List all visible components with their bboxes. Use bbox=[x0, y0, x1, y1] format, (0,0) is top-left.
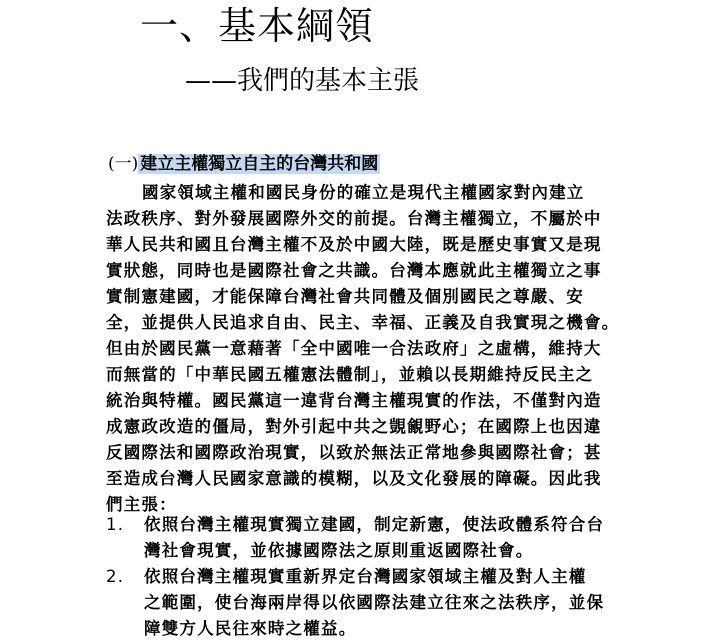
paragraph-line: 實制憲建國，才能保障台灣社會共同體及個別國民之尊嚴、安 bbox=[106, 287, 584, 306]
page-subtitle: ——我們的基本主張 bbox=[185, 66, 420, 96]
list-marker: 2. bbox=[106, 567, 125, 586]
paragraph-line: 華人民共和國且台灣主權不及於中國大陸，既是歷史事實又是現 bbox=[106, 235, 602, 254]
list-item-line: 灣社會現實，並依據國際法之原則重返國際社會。 bbox=[144, 541, 534, 560]
paragraph-line: 們主張： bbox=[106, 495, 177, 514]
paragraph-line: 法政秩序、對外發展國際外交的前提。台灣主權獨立，不屬於中 bbox=[106, 209, 602, 228]
paragraph-line: 反國際法和國際政治現實，以致於無法正常地參與國際社會；甚 bbox=[106, 443, 602, 462]
list-item-line: 依照台灣主權現實獨立建國，制定新憲，使法政體系符合台 bbox=[144, 515, 605, 534]
list-marker: 1. bbox=[106, 515, 125, 534]
paragraph-line: 實狀態，同時也是國際社會之共識。台灣本應就此主權獨立之事 bbox=[106, 261, 602, 280]
body-paragraph bbox=[106, 180, 642, 518]
paragraph-line: 統治與特權。國民黨這一違背台灣主權現實的作法，不僅對內造 bbox=[106, 391, 602, 410]
list-item bbox=[106, 512, 666, 564]
paragraph-line: 而無當的「中華民國五權憲法體制」，並賴以長期維持反民主之 bbox=[106, 365, 594, 384]
section-number: (一) bbox=[108, 154, 139, 174]
paragraph-line: 全，並提供人民追求自由、民主、幸福、正義及自我實現之機會。 bbox=[106, 313, 620, 332]
section-heading[interactable] bbox=[108, 152, 380, 176]
list-item-line: 依照台灣主權現實重新界定台灣國家領域主權及對人主權 bbox=[144, 567, 587, 586]
numbered-list bbox=[106, 512, 666, 642]
list-item bbox=[106, 564, 666, 642]
section-heading-text[interactable]: 建立主權獨立自主的台灣共和國 bbox=[140, 154, 379, 174]
paragraph-line: 國家領域主權和國民身份的確立是現代主權國家對內建立 bbox=[142, 183, 585, 202]
paragraph-line: 至造成台灣人民國家意識的模糊，以及文化發展的障礙。因此我 bbox=[106, 469, 602, 488]
paragraph-line: 成憲政改造的僵局，對外引起中共之覬覦野心；在國際上也因違 bbox=[106, 417, 602, 436]
list-item-line: 之範圍，使台海兩岸得以依國際法建立往來之法秩序，並保 bbox=[144, 593, 605, 612]
page-title: 一、基本綱領 bbox=[140, 4, 375, 48]
list-item-line: 障雙方人民往來時之權益。 bbox=[144, 619, 357, 638]
paragraph-line: 但由於國民黨一意藉著「全中國唯一合法政府」之虛構，維持大 bbox=[106, 339, 602, 358]
